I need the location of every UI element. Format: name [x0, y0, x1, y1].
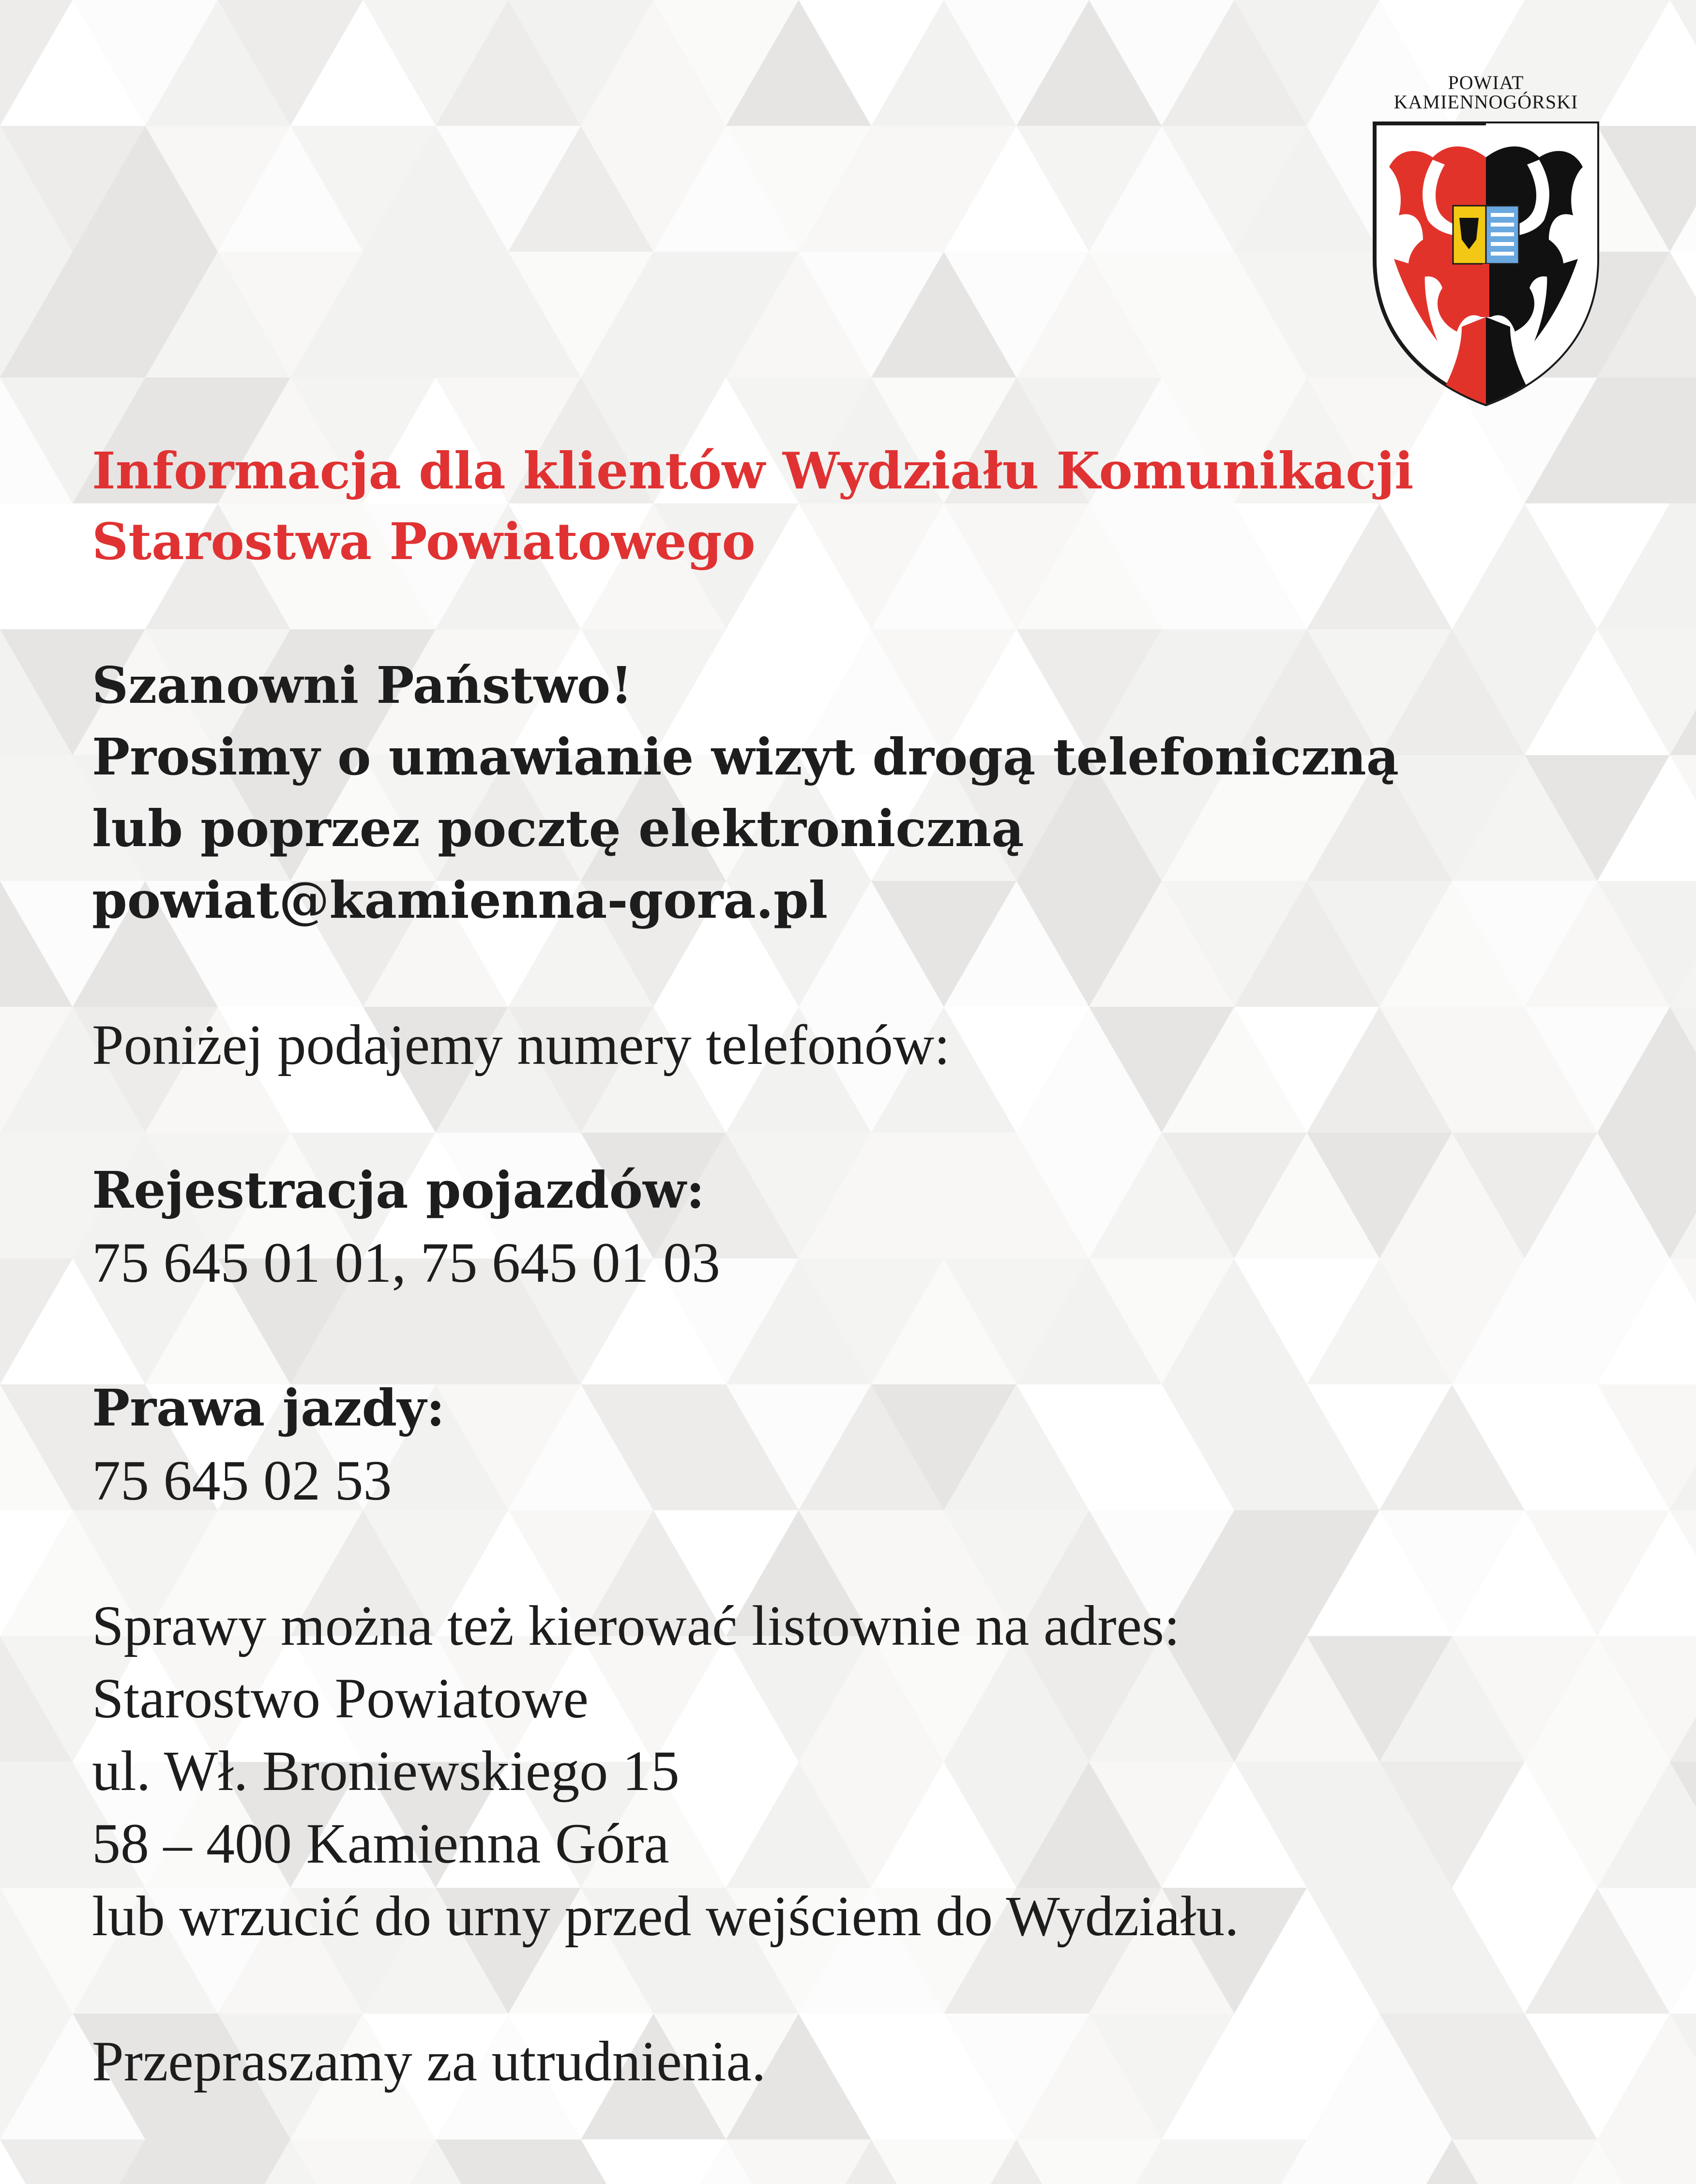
licenses-phones: 75 645 02 53: [92, 1449, 392, 1512]
emblem-caption-powiat: POWIAT: [1448, 72, 1524, 93]
registration-phones: 75 645 01 01, 75 645 01 03: [92, 1231, 720, 1294]
mail-line-5: lub wrzucić do urny przed wejściem do Wydziału.: [92, 1884, 1239, 1948]
mail-line-4: 58 – 400 Kamienna Góra: [92, 1812, 669, 1875]
greeting-line-3: lub poprzez pocztę elektroniczną: [92, 799, 1024, 858]
mail-line-2: Starostwo Powiatowe: [92, 1667, 589, 1730]
phones-intro: Poniżej podajemy numery telefonów:: [92, 1013, 950, 1077]
county-emblem: [1355, 65, 1617, 419]
notice-content: [92, 436, 1612, 2098]
registration-heading: Rejestracja pojazdów:: [92, 1160, 705, 1220]
coat-of-arms-icon: [1365, 114, 1607, 414]
title-line-2: Starostwa Powiatowego: [92, 512, 756, 571]
licenses-heading: Prawa jazdy:: [92, 1378, 445, 1438]
notice-title: [92, 436, 1612, 577]
title-line-1: Informacja dla klientów Wydziału Komunikacji: [92, 441, 1414, 500]
greeting-line-2: Prosimy o umawianie wizyt drogą telefoniczną: [92, 727, 1399, 787]
licenses-section: [92, 1372, 1612, 1517]
closing-text: Przepraszamy za utrudnienia.: [92, 2030, 766, 2093]
mail-line-1: Sprawy można też kierować listownie na adres:: [92, 1594, 1180, 1657]
emblem-caption-county-name: KAMIENNOGÓRSKI: [1393, 91, 1578, 113]
greeting-block: [92, 650, 1612, 936]
mail-section: [92, 1590, 1612, 1953]
email-address: powiat@kamienna-gora.pl: [92, 870, 828, 930]
registration-section: [92, 1154, 1612, 1299]
greeting-line-1: Szanowni Państwo!: [92, 655, 633, 715]
mail-line-3: ul. Wł. Broniewskiego 15: [92, 1739, 680, 1803]
